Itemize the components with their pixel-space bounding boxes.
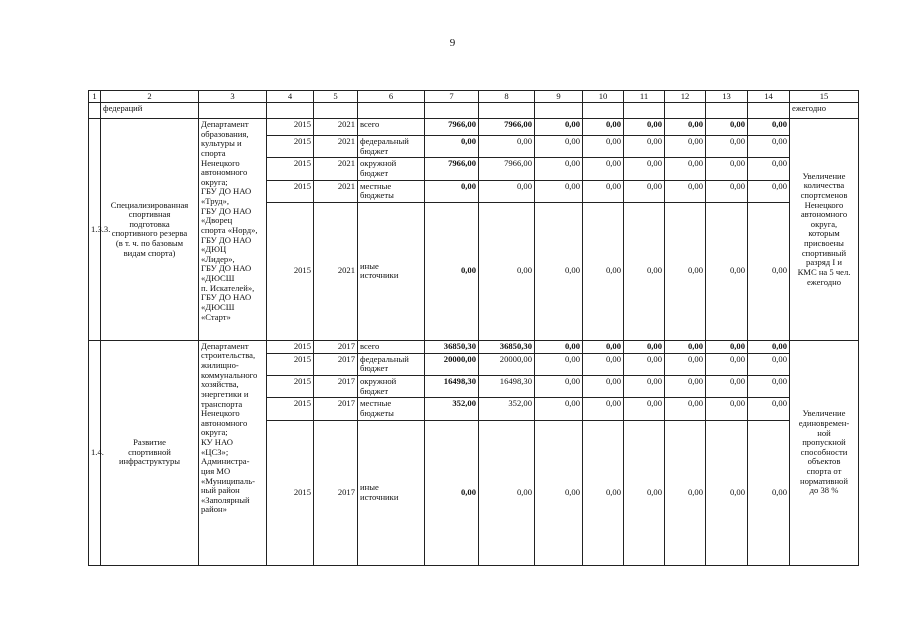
value-col-14: 0,00 [748,340,790,353]
value-col-8: 0,00 [479,420,535,565]
end-year: 2017 [314,353,358,375]
header-col-1: 1 [89,91,101,103]
start-year: 2015 [267,376,314,398]
value-col-11: 0,00 [624,420,665,565]
header-col-9: 9 [535,91,583,103]
header-col-11: 11 [624,91,665,103]
value-col-12: 0,00 [665,420,706,565]
header-col-13: 13 [706,91,748,103]
section-id: 1.4. [89,340,101,565]
value-col-10: 0,00 [583,136,624,158]
funding-source: местные бюджеты [358,398,425,420]
value-col-8: 0,00 [479,136,535,158]
header-col-3: 3 [199,91,267,103]
value-col-10: 0,00 [583,376,624,398]
value-col-8: 352,00 [479,398,535,420]
value-col-9: 0,00 [535,202,583,340]
value-col-7: 352,00 [425,398,479,420]
table-row [89,119,859,136]
value-col-10: 0,00 [583,180,624,202]
program-table [88,90,859,566]
start-year: 2015 [267,398,314,420]
value-col-12: 0,00 [665,398,706,420]
value-col-8: 20000,00 [479,353,535,375]
start-year: 2015 [267,340,314,353]
end-year: 2021 [314,136,358,158]
value-col-11: 0,00 [624,180,665,202]
funding-source: федеральный бюджет [358,353,425,375]
value-col-7: 16498,30 [425,376,479,398]
header-col-6: 6 [358,91,425,103]
value-col-12: 0,00 [665,136,706,158]
funding-source: всего [358,119,425,136]
value-col-14: 0,00 [748,353,790,375]
start-year: 2015 [267,202,314,340]
continuation-name: федераций [101,103,199,119]
table-row [89,340,859,353]
value-col-13: 0,00 [706,376,748,398]
section-result: Увеличение единовремен- ной пропускной способности объектов спорта от нормативной до 38 % [790,340,859,565]
value-col-13: 0,00 [706,136,748,158]
end-year: 2021 [314,119,358,136]
header-row [89,91,859,103]
value-col-9: 0,00 [535,420,583,565]
start-year: 2015 [267,353,314,375]
value-col-9: 0,00 [535,376,583,398]
section-name: Специализированная спортивная подготовка спортивного резерва (в т. ч. по базовым видам спорта) [101,119,199,341]
value-col-14: 0,00 [748,180,790,202]
value-col-7: 0,00 [425,180,479,202]
funding-source: окружной бюджет [358,376,425,398]
value-col-7: 0,00 [425,420,479,565]
section-name: Развитие спортивной инфраструктуры [101,340,199,565]
value-col-9: 0,00 [535,119,583,136]
value-col-11: 0,00 [624,353,665,375]
header-col-4: 4 [267,91,314,103]
value-col-9: 0,00 [535,398,583,420]
value-col-8: 7966,00 [479,158,535,180]
header-col-15: 15 [790,91,859,103]
value-col-13: 0,00 [706,202,748,340]
header-col-5: 5 [314,91,358,103]
value-col-11: 0,00 [624,202,665,340]
end-year: 2021 [314,180,358,202]
start-year: 2015 [267,180,314,202]
value-col-11: 0,00 [624,158,665,180]
funding-source: федеральный бюджет [358,136,425,158]
value-col-11: 0,00 [624,398,665,420]
value-col-13: 0,00 [706,398,748,420]
value-col-12: 0,00 [665,376,706,398]
header-col-2: 2 [101,91,199,103]
value-col-7: 0,00 [425,202,479,340]
header-col-12: 12 [665,91,706,103]
value-col-13: 0,00 [706,353,748,375]
value-col-10: 0,00 [583,119,624,136]
value-col-14: 0,00 [748,376,790,398]
value-col-8: 7966,00 [479,119,535,136]
value-col-12: 0,00 [665,119,706,136]
continuation-result: ежегодно [790,103,859,119]
header-col-7: 7 [425,91,479,103]
funding-source: всего [358,340,425,353]
value-col-11: 0,00 [624,136,665,158]
value-col-13: 0,00 [706,340,748,353]
header-col-10: 10 [583,91,624,103]
end-year: 2021 [314,202,358,340]
value-col-8: 0,00 [479,202,535,340]
section-result: Увеличение количества спортсменов Ненецкого автономного округа, которым присвоены спортивный разряд I и КМС на 5 чел. ежегодно [790,119,859,341]
end-year: 2017 [314,398,358,420]
funding-source: иные источники [358,202,425,340]
value-col-14: 0,00 [748,119,790,136]
value-col-9: 0,00 [535,353,583,375]
start-year: 2015 [267,420,314,565]
value-col-12: 0,00 [665,202,706,340]
value-col-13: 0,00 [706,119,748,136]
value-col-10: 0,00 [583,340,624,353]
value-col-7: 7966,00 [425,158,479,180]
value-col-10: 0,00 [583,353,624,375]
funding-source: иные источники [358,420,425,565]
value-col-7: 20000,00 [425,353,479,375]
value-col-11: 0,00 [624,340,665,353]
start-year: 2015 [267,119,314,136]
section-id: 1.3.3. [89,119,101,341]
value-col-11: 0,00 [624,119,665,136]
start-year: 2015 [267,136,314,158]
value-col-8: 36850,30 [479,340,535,353]
value-col-9: 0,00 [535,340,583,353]
end-year: 2017 [314,376,358,398]
value-col-13: 0,00 [706,180,748,202]
end-year: 2017 [314,420,358,565]
value-col-14: 0,00 [748,398,790,420]
value-col-14: 0,00 [748,202,790,340]
value-col-7: 0,00 [425,136,479,158]
value-col-10: 0,00 [583,158,624,180]
start-year: 2015 [267,158,314,180]
value-col-12: 0,00 [665,180,706,202]
value-col-12: 0,00 [665,340,706,353]
value-col-7: 7966,00 [425,119,479,136]
funding-source: местные бюджеты [358,180,425,202]
value-col-13: 0,00 [706,420,748,565]
value-col-14: 0,00 [748,136,790,158]
value-col-14: 0,00 [748,420,790,565]
value-col-9: 0,00 [535,158,583,180]
section-executor: Департамент строительства, жилищно- коммунального хозяйства, энергетики и транспорта Ненецкого автономного округа; КУ НАО «ЦСЗ»; Администра- ция МО «Муниципаль- ный район «Заполярный район» [199,340,267,565]
value-col-14: 0,00 [748,158,790,180]
header-col-14: 14 [748,91,790,103]
value-col-8: 0,00 [479,180,535,202]
page-number: 9 [449,37,456,49]
header-col-8: 8 [479,91,535,103]
value-col-11: 0,00 [624,376,665,398]
value-col-9: 0,00 [535,180,583,202]
continuation-row [89,103,859,119]
funding-source: окружной бюджет [358,158,425,180]
value-col-13: 0,00 [706,158,748,180]
value-col-12: 0,00 [665,158,706,180]
value-col-7: 36850,30 [425,340,479,353]
value-col-10: 0,00 [583,398,624,420]
end-year: 2021 [314,158,358,180]
section-executor: Департамент образования, культуры и спорта Ненецкого автономного округа; ГБУ ДО НАО «Труд», ГБУ ДО НАО «Дворец спорта «Норд», ГБУ ДО НАО «ДЮЦ «Лидер», ГБУ ДО НАО «ДЮСШ п. Искателей», ГБУ ДО НАО «ДЮСШ «Старт» [199,119,267,341]
value-col-9: 0,00 [535,136,583,158]
end-year: 2017 [314,340,358,353]
value-col-8: 16498,30 [479,376,535,398]
value-col-10: 0,00 [583,420,624,565]
value-col-10: 0,00 [583,202,624,340]
value-col-12: 0,00 [665,353,706,375]
